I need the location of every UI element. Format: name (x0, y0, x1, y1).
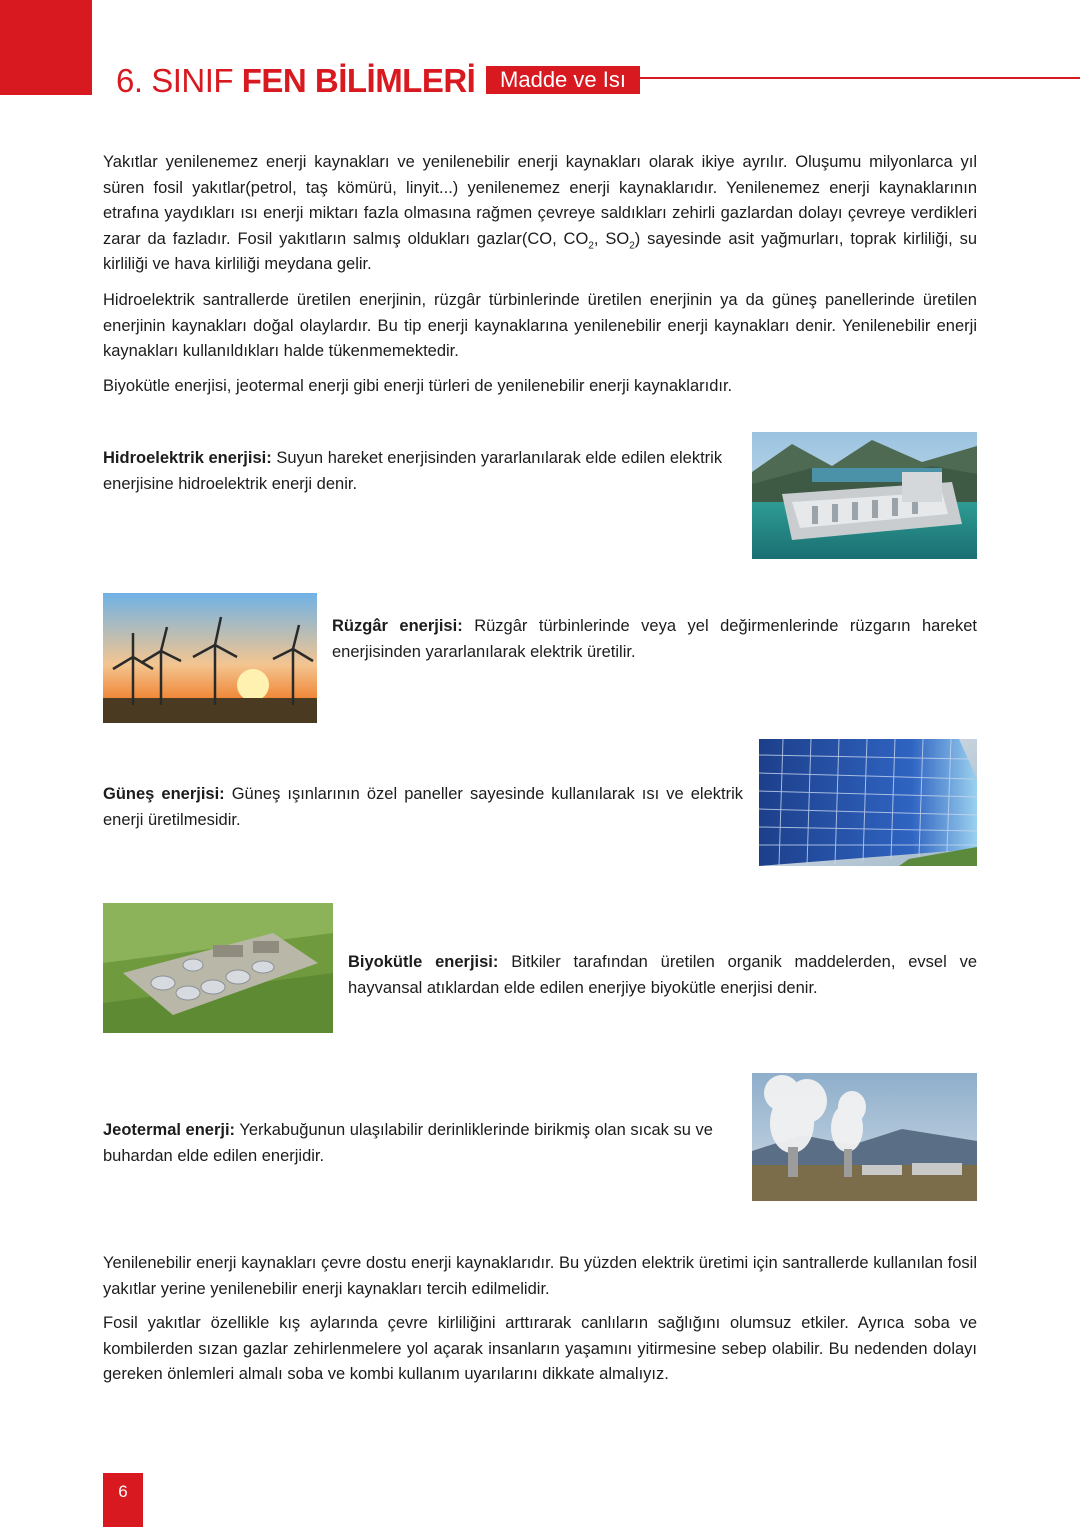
intro-paragraph-3: Biyokütle enerjisi, jeotermal enerji gibi enerji türleri de yenilenebilir enerji kaynaklarıdır. (103, 377, 733, 395)
unit-chip: Madde ve Isı (486, 66, 640, 94)
title-bold: FEN BİLİMLERİ (241, 62, 476, 99)
intro-text-c: ) sayesinde asit yağmurları, toprak kirliliği, su kirliliği ve hava kirliliği meydana gelir. (103, 229, 977, 273)
corner-accent (0, 0, 92, 95)
solar-description (103, 782, 743, 833)
page-number: 6 (103, 1473, 143, 1527)
outro-paragraph-2: Fosil yakıtlar özellikle kış aylarında çevre kirliliğini arttırarak canlıların sağlığını olumsuz etkiler. Ayrıca soba ve kombilerden sızan gazlar zehirlenmelere yol açarak insanların yaşamını yitirmesine sebep olabilir. Bu nedenden dolayı gereken önlemleri almalı soba ve kombi kullanım uyarılarını dikkate almalıyız. (103, 1314, 977, 1383)
solar-panels-photo (759, 739, 977, 866)
wind-turbines-photo (103, 593, 317, 723)
subscript: 2 (629, 239, 635, 251)
wind-text: Rüzgâr türbinlerinde veya yel değirmenlerinde rüzgarın hareket enerjisinden yararlanılarak elektrik üretilir. (332, 617, 977, 661)
biomass-description (348, 950, 977, 1001)
geothermal-label: Jeotermal enerji: (103, 1121, 236, 1139)
wind-description (332, 614, 977, 665)
hydro-text: Suyun hareket enerjisinden yararlanılarak elde edilen elektrik enerjisine hidroelektrik enerji denir. (103, 449, 723, 493)
intro-text-b: , SO (593, 229, 630, 248)
geothermal-plant-photo (752, 1073, 977, 1201)
biomass-text: Bitkiler tarafından üretilen organik maddelerden, evsel ve hayvansal atıklardan elde edilen enerjiye biyokütle enerjisi denir. (348, 953, 977, 997)
biomass-label: Biyokütle enerjisi: (348, 953, 499, 971)
hydro-description (103, 446, 743, 497)
hydro-label: Hidroelektrik enerjisi: (103, 449, 272, 467)
page-title (116, 58, 475, 104)
solar-label: Güneş enerjisi: (103, 785, 225, 803)
biomass-plant-photo (103, 903, 333, 1033)
geothermal-text: Yerkabuğunun ulaşılabilir derinliklerinde birikmiş olan sıcak su ve buhardan elde edilen enerjidir. (103, 1121, 713, 1165)
intro-text-a: Yakıtlar yenilenemez enerji kaynakları ve yenilenebilir enerji kaynakları olarak ikiye ayrılır. Oluşumu milyonlarca yıl süren fosil yakıtlar(petrol, taş kömürü, linyit...) yenilenemez enerji kaynaklarıdır. Yenilenemez enerji kaynaklarının etrafına yaydıkları ısı enerji miktarı fazla olmasına rağmen çevreye saldıkları zehirli gazlardan dolayı çevreye verdikleri zarar da fazladır. Fosil yakıtların salmış oldukları gazlar(CO, CO (103, 153, 977, 248)
header-rule (640, 77, 1080, 79)
title-plain: 6. SINIF (116, 62, 242, 99)
wind-label: Rüzgâr enerjisi: (332, 617, 463, 635)
hydroelectric-dam-photo (752, 432, 977, 559)
subscript: 2 (588, 239, 594, 251)
intro-paragraph-2: Hidroelektrik santrallerde üretilen enerjinin, rüzgâr türbinlerinde üretilen enerjinin ya da güneş panellerinde üretilen enerjinin kaynakları doğal olaylardır. Bu tip enerji kaynaklarına yenilenebilir enerji kaynakları denir. Yenilenebilir enerji kaynakları kullanıldıkları halde tükenmemektedir. (103, 291, 977, 360)
geothermal-description (103, 1118, 743, 1169)
outro-paragraph-1: Yenilenebilir enerji kaynakları çevre dostu enerji kaynaklarıdır. Bu yüzden elektrik üretimi için santrallerde kullanılan fosil yakıtlar yerine yenilenebilir enerji kaynakları tercih edilmelidir. (103, 1254, 977, 1298)
intro-paragraph-1 (103, 150, 977, 278)
solar-text: Güneş ışınlarının özel paneller sayesinde kullanılarak ısı ve elektrik enerji üretilmesidir. (103, 785, 743, 829)
